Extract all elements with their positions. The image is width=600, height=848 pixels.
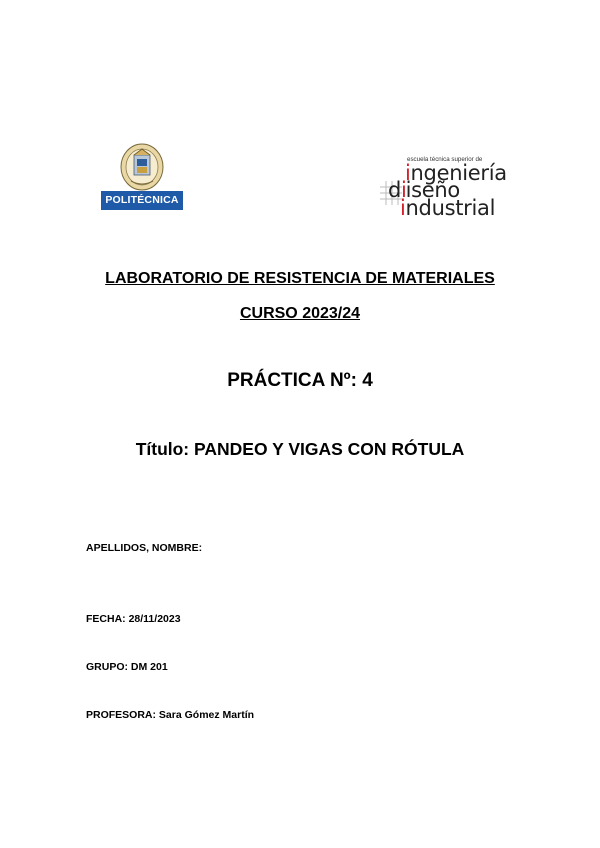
etsidi-word-industrial: industrial	[400, 196, 496, 220]
upm-logo	[101, 143, 183, 213]
upm-crest-icon	[119, 143, 165, 191]
course-title: LABORATORIO DE RESISTENCIA DE MATERIALES	[105, 270, 495, 287]
etsidi-word-ingenieria: ingeniería	[405, 161, 507, 185]
upm-wordmark: POLITÉCNICA	[101, 191, 183, 210]
group-field: GRUPO: DM 201	[86, 661, 168, 673]
course-year: CURSO 2023/24	[239, 305, 361, 322]
practice-number: PRÁCTICA Nº: 4	[227, 370, 373, 391]
practice-title: Título: PANDEO Y VIGAS CON RÓTULA	[135, 439, 465, 459]
etsidi-tagline: escuela técnica superior de	[407, 156, 483, 163]
teacher-field: PROFESORA: Sara Gómez Martín	[86, 709, 255, 721]
name-field: APELLIDOS, NOMBRE:	[86, 542, 203, 554]
etsidi-logo	[376, 155, 508, 221]
etsidi-word-diseno: diiseño	[388, 178, 460, 202]
date-field: FECHA: 28/11/2023	[86, 613, 181, 625]
